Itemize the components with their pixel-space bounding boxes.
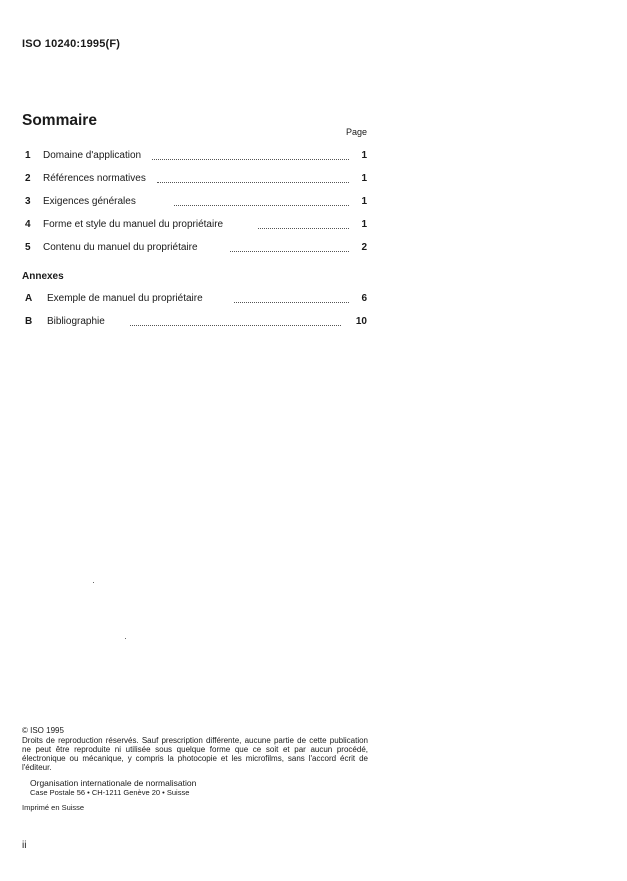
standard-id: ISO 10240:1995(F) xyxy=(22,38,121,50)
toc-entry[interactable] xyxy=(22,173,367,187)
toc-leader-dots xyxy=(157,182,349,183)
annex-entry[interactable] xyxy=(22,293,367,307)
toc-entry-page: 2 xyxy=(361,242,367,253)
toc-entry-page: 1 xyxy=(361,219,367,230)
copyright-line: © ISO 1995 xyxy=(22,726,64,735)
organization-name: Organisation internationale de normalisation xyxy=(30,778,197,788)
toc-entry[interactable] xyxy=(22,219,367,233)
toc-entry[interactable] xyxy=(22,150,367,164)
toc-entry[interactable] xyxy=(22,242,367,256)
toc-leader-dots xyxy=(258,228,349,229)
scan-speck xyxy=(93,582,94,583)
toc-entry-page: 1 xyxy=(361,173,367,184)
toc-entry-title: Forme et style du manuel du propriétaire xyxy=(43,219,224,230)
annex-entry[interactable] xyxy=(22,316,367,330)
toc-entry-title: Références normatives xyxy=(43,173,146,184)
toc-entry-number: 2 xyxy=(25,173,31,184)
toc-leader-dots xyxy=(234,302,349,303)
toc-entry-title: Contenu du manuel du propriétaire xyxy=(43,242,198,253)
page-column-label: Page xyxy=(345,127,367,137)
rights-notice: Droits de reproduction réservés. Sauf prescription différente, aucune partie de cette publication ne peut être reproduite ni utilisée sous quelque forme que ce soit et par aucun procédé, électronique ou mécanique, y compris la photocopie et les microfilms, sans l'accord écrit de l'éditeur. xyxy=(22,736,368,772)
toc-leader-dots xyxy=(230,251,349,252)
toc-title: Sommaire xyxy=(22,112,97,129)
annex-title: Bibliographie xyxy=(47,316,105,327)
toc-leader-dots xyxy=(174,205,349,206)
toc-entry-number: 3 xyxy=(25,196,31,207)
annex-page: 10 xyxy=(355,316,367,327)
toc-entry-page: 1 xyxy=(361,150,367,161)
page-number: ii xyxy=(22,840,27,851)
toc-entry-number: 4 xyxy=(25,219,31,230)
toc-leader-dots xyxy=(152,159,349,160)
toc-entry-title: Exigences générales xyxy=(43,196,136,207)
annexes-heading: Annexes xyxy=(22,271,64,282)
scan-speck xyxy=(125,638,126,639)
annex-page: 6 xyxy=(361,293,367,304)
annex-letter: A xyxy=(25,293,33,304)
printed-in: Imprimé en Suisse xyxy=(22,803,85,812)
organization-address: Case Postale 56 • CH-1211 Genève 20 • Suisse xyxy=(30,788,190,797)
annex-letter: B xyxy=(25,316,33,327)
toc-entry-number: 5 xyxy=(25,242,31,253)
annex-title: Exemple de manuel du propriétaire xyxy=(47,293,203,304)
toc-entry-page: 1 xyxy=(361,196,367,207)
toc-entry-number: 1 xyxy=(25,150,31,161)
toc-entry-title: Domaine d'application xyxy=(43,150,142,161)
toc-leader-dots xyxy=(130,325,341,326)
toc-entry[interactable] xyxy=(22,196,367,210)
